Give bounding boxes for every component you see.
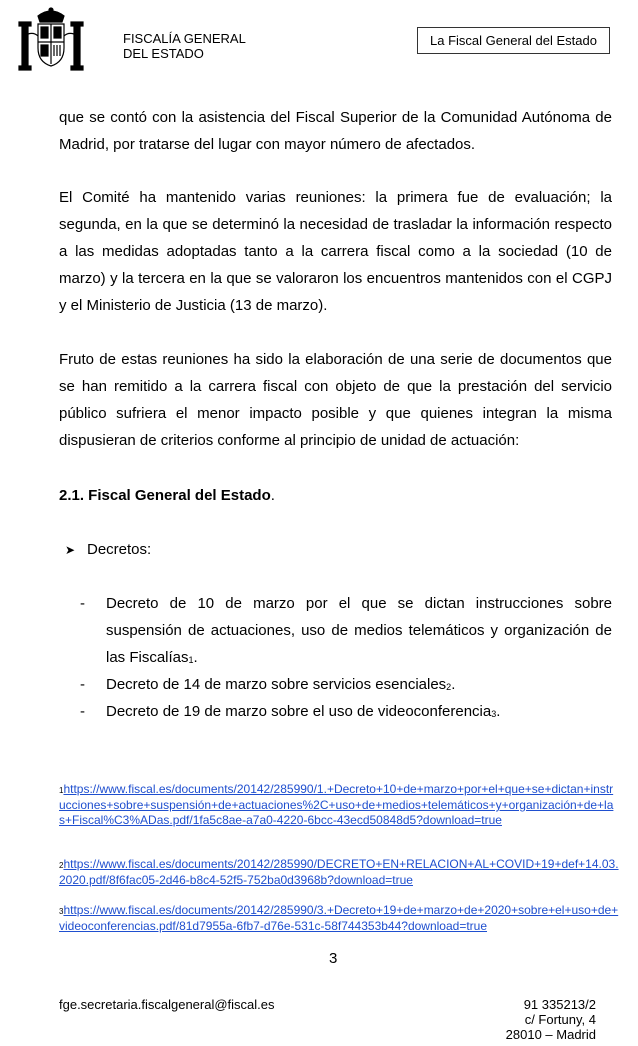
footnote-3 [59,903,619,934]
list-item [106,698,612,728]
bullet-label: Decretos: [87,541,152,558]
footnote-link[interactable]: https://www.fiscal.es/documents/20142/285990/DECRETO+EN+RELACION+AL+COVID+19+def+14.03.2020.pdf/8f6fac05-2d46-b8c4-52f5-752ba0d3968b?download=true [59,857,619,887]
list-item-text: Decreto de 14 de marzo sobre servicios esenciales [106,676,447,693]
footnote-link[interactable]: https://www.fiscal.es/documents/20142/285990/1.+Decreto+10+de+marzo+por+el+que+se+dictan+instrucciones+sobre+suspensión+de+actuaciones%2C+uso+de+medios+telemáticos+y+organización+de+las+Fiscal%C3%ADas.pdf/1fa5c8ae-a7a0-4220-6bcc-43ecd50848d5?download=true [59,782,614,827]
paragraph-2: El Comité ha mantenido varias reuniones: la primera fue de evaluación; la segunda, en la que se determinó la necesidad de trasladar la información respecto a las medidas adoptadas tanto a la carrera fiscal como a la sociedad (10 de marzo) y la tercera en la que se valoraron los encuentros mantenidos con el CGPJ y el Ministerio de Justicia (13 de marzo). [59,189,612,314]
footer-phone: 91 335213/2 [523,997,596,1012]
footnote-ref[interactable]: 2 [446,682,452,692]
list-item-end: . [496,703,501,720]
section-heading-dot: . [270,487,275,504]
section-heading [59,482,275,509]
footnote-ref[interactable]: 3 [491,709,497,719]
list-item [106,671,612,701]
paragraph-3: Fruto de estas reuniones ha sido la elaboración de una serie de documentos que se han remitido a la carrera fiscal con objeto de que la prestación del servicio público sufriera el menor impacto posible y que quienes integran la misma dispusieran de criterios conforme al principio de unidad de actuación: [59,351,612,449]
paragraph-1: que se contó con la asistencia del Fiscal Superior de la Comunidad Autónoma de Madrid, por tratarse del lugar con mayor número de afectados. [59,109,612,153]
bullet-decretos [65,536,151,564]
page-number: 3 [329,950,338,967]
list-item-end: . [193,649,198,666]
list-item [106,590,612,674]
list-item-text: Decreto de 19 de marzo sobre el uso de videoconferencia [106,703,492,720]
organization-name [123,31,246,61]
footnote-ref[interactable]: 1 [188,655,194,665]
footer-email: fge.secretaria.fiscalgeneral@fiscal.es [59,997,275,1012]
footnote-2 [59,857,619,888]
arrow-bullet-icon: ➤ [65,543,76,557]
footnote-number: 3 [59,907,64,916]
list-item-text: Decreto de 10 de marzo por el que se dictan instrucciones sobre suspensión de actuaciones, uso de medios telemáticos y organización de las Fiscalías [106,595,612,666]
footer-street: c/ Fortuny, 4 [524,1012,596,1027]
list-dash: - [80,595,85,612]
list-dash: - [80,676,85,693]
section-heading-text: 2.1. Fiscal General del Estado [59,487,271,504]
coat-of-arms-icon [14,4,88,76]
signatory-box: La Fiscal General del Estado [417,27,610,54]
org-line-1: FISCALÍA GENERAL [123,31,246,46]
footnote-link[interactable]: https://www.fiscal.es/documents/20142/285990/3.+Decreto+19+de+marzo+de+2020+sobre+el+uso+de+videoconferencias.pdf/81d7955a-6fb7-d76e-531c-58f744353b44?download=true [59,903,619,933]
org-line-2: DEL ESTADO [123,46,204,61]
list-item-end: . [451,676,456,693]
footnote-1 [59,782,619,828]
footer-city: 28010 – Madrid [505,1027,596,1042]
list-dash: - [80,703,85,720]
footer-address [470,997,596,1042]
footnote-number: 2 [59,861,64,870]
footnote-number: 1 [59,786,64,795]
